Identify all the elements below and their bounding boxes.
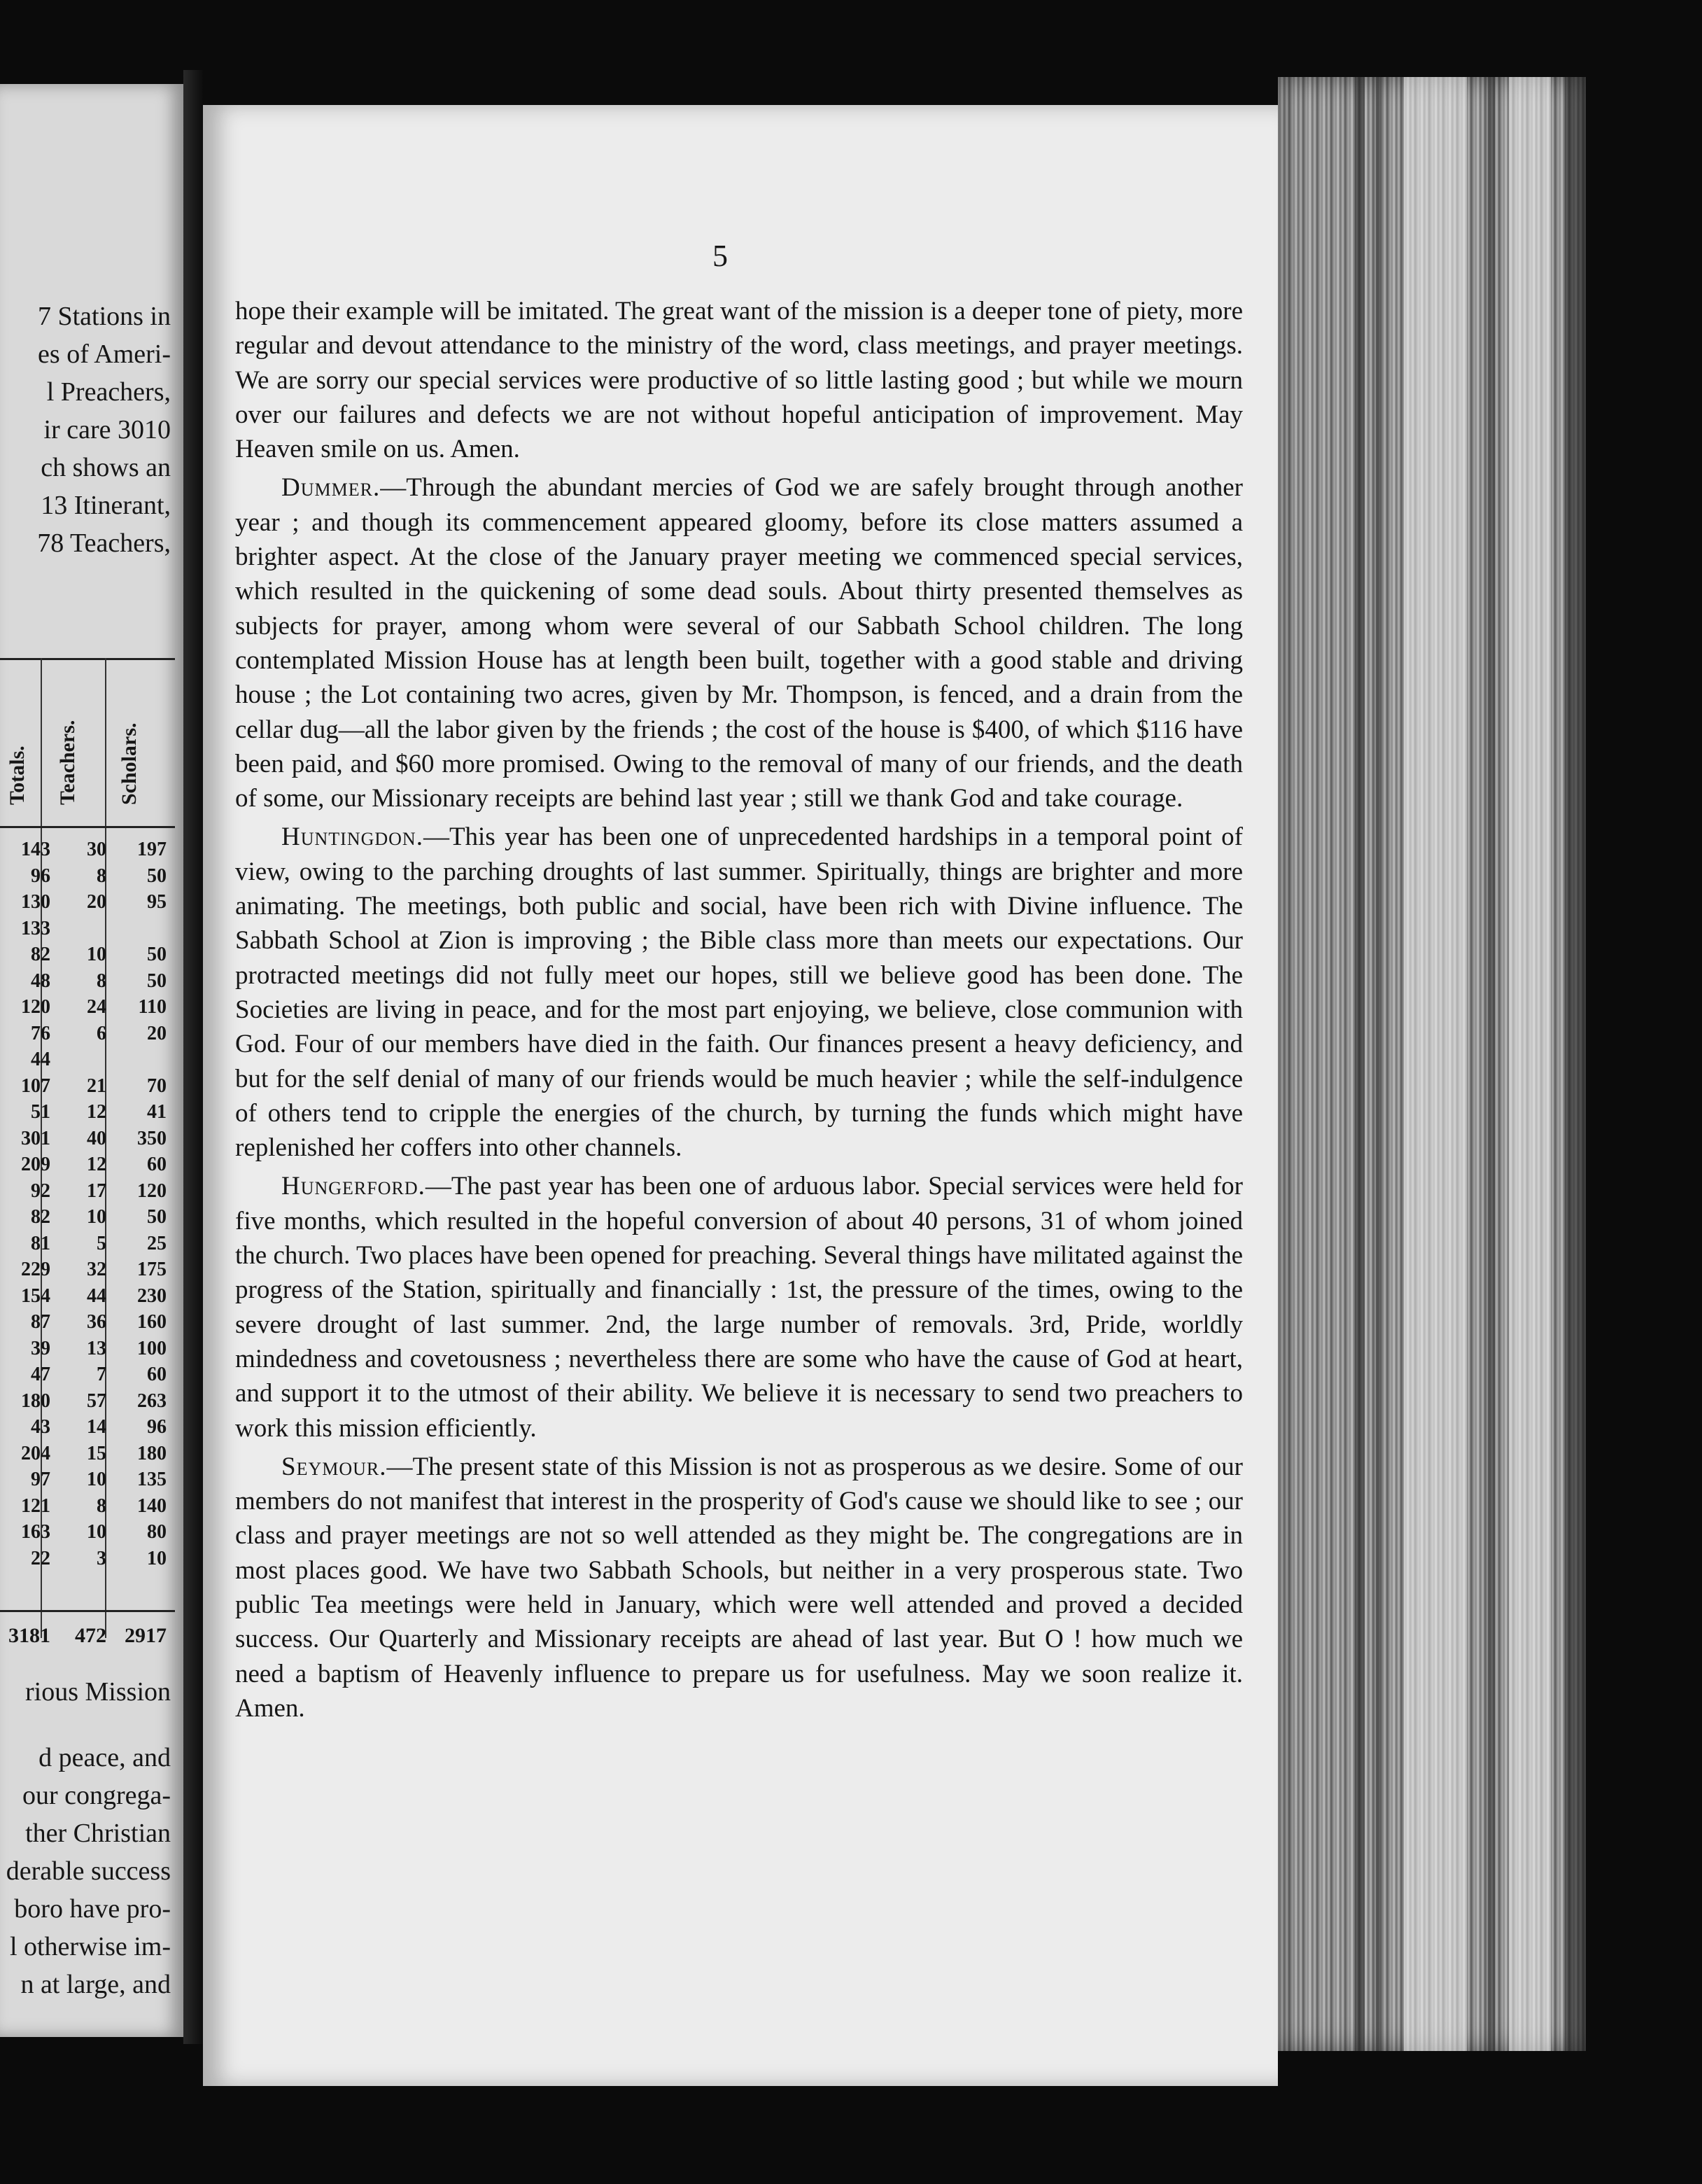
table-row [0,1338,175,1364]
cell-totals: 76 [31,1022,50,1044]
cell-teachers: 32 [87,1259,106,1280]
edge-light-band [1404,77,1467,2051]
cell-teachers: 10 [87,1206,106,1228]
left-page-line: 78 Teachers, [37,528,171,558]
section-heading-huntingdon: Huntingdon. [281,822,423,852]
left-page-line: ir care 3010 [43,415,171,444]
table-row [0,944,175,970]
main-page [203,105,1278,2086]
cell-teachers: 12 [87,1154,106,1175]
cell-teachers: 7 [97,1364,106,1385]
cell-teachers: 6 [97,1022,106,1044]
cell-scholars: 120 [137,1180,167,1202]
cell-scholars: 110 [138,996,167,1018]
cell-totals: 81 [31,1232,50,1254]
left-page-line: our congrega- [22,1781,171,1810]
cell-teachers: 20 [87,891,106,913]
cell-totals: 301 [21,1127,50,1149]
cell-scholars: 20 [147,1022,167,1044]
table-row [0,1443,175,1469]
left-page-line: boro have pro- [14,1894,171,1924]
cell-scholars: 50 [147,969,167,992]
cell-totals: 92 [31,1180,50,1202]
cell-teachers: 10 [87,1521,106,1543]
cell-scholars: 96 [147,1416,167,1438]
cell-teachers: 12 [87,1101,106,1123]
table-total-rule [0,1610,175,1612]
table-row [0,1206,175,1233]
table-body [0,839,175,1574]
left-facing-page [0,84,183,2037]
cell-teachers: 8 [97,1494,106,1517]
paragraph-seymour [235,1450,1243,1726]
cell-totals: 96 [31,864,50,887]
left-page-line: ther Christian [25,1819,171,1848]
cell-scholars: 25 [147,1232,167,1254]
left-page-line: n at large, and [20,1970,171,1999]
cell-totals: 22 [31,1547,50,1569]
left-page-line: l Preachers, [46,377,171,407]
cell-teachers: 5 [97,1232,106,1254]
left-page-line: 7 Stations in [37,302,171,331]
edge-shadow-band [1565,77,1586,2051]
table-row [0,1101,175,1128]
cell-totals: 44 [31,1049,50,1070]
cell-scholars: 180 [137,1442,167,1464]
table-row [0,1416,175,1443]
table-row [0,1364,175,1390]
section-heading-hungerford: Hungerford. [281,1172,426,1201]
cell-teachers: 13 [87,1337,106,1359]
cell-scholars: 350 [137,1127,167,1149]
left-page-top-text [0,298,171,562]
table-row [0,918,175,944]
table-totals-row [0,1624,175,1652]
cell-teachers: 44 [87,1284,106,1307]
cell-scholars: 80 [147,1521,167,1543]
cell-scholars: 175 [137,1259,167,1280]
cell-teachers: 57 [87,1390,106,1412]
table-row [0,1154,175,1180]
book-fore-edge [1278,77,1586,2051]
cell-scholars: 60 [147,1364,167,1385]
cell-teachers: 21 [87,1074,106,1097]
cell-scholars: 160 [137,1311,167,1333]
cell-totals: 107 [21,1074,50,1097]
edge-light-band [1509,77,1551,2051]
cell-totals: 130 [21,891,50,913]
cell-teachers: 10 [87,1469,106,1490]
book-gutter [183,70,203,2044]
cell-totals: 48 [31,969,50,992]
cell-teachers: 14 [87,1416,106,1438]
paragraph-continued: hope their example will be imitated. The great want of the mission is a deeper tone of piety, more regular and devout attendance to the ministry of the word, class meetings, and prayer meetings. We are sorry our special services were productive of so little lasting good ; but while we mourn over our failures and defects we are not without hopeful anticipation of improvement. May Heaven smile on us. Amen. [235,297,1243,464]
table-row [0,1548,175,1574]
cell-scholars: 197 [137,839,167,860]
cell-totals: 204 [21,1442,50,1464]
edge-shadow-band [1376,77,1381,2051]
table-row [0,970,175,997]
cell-teachers: 15 [87,1442,106,1464]
cell-teachers: 8 [97,969,106,992]
table-row [0,1521,175,1548]
cell-teachers: 10 [87,944,106,965]
table-row [0,1311,175,1338]
paragraph-huntingdon-body: —This year has been one of unprecedented hardships in a temporal point of view, owing to the parching droughts of last summer. Spiritually, things are brighter and more animating. The meetings, both public and social, have been rich with Divine influence. The Sabbath School at Zion is improving ; the Bible class more than meets our expectations. Our protracted meetings did not fully meet our hopes, still we believe good has been done. The Societies are living in peace, and for the most part enjoying, we believe, close communion with God. Four of our members have died in the faith. Our finances present a heavy deficiency, and but for the self denial of many of our friends would be much heavier ; while the self-indulgence of others tend to cripple the energies of the church, by turning the funds which might have replenished her coffers into other channels. [235,822,1243,1163]
paragraph-dummer-body: —Through the abundant mercies of God we are safely brought through another year ; and though its commencement appeared gloomy, before its close matters assumed a brighter aspect. At the close of the January prayer meeting we commenced special services, which resulted in the quickening of some dead souls. About thirty presented themselves as subjects for prayer, among whom were several of our Sabbath School children. The long contemplated Mission House has at length been built, together with a good stable and driving house ; the Lot containing two acres, given by Mr. Thompson, is fenced, and a drain from the cellar dug—all the labor given by the friends ; the cost of the house is $400, of which $116 have been paid, and $60 more promised. Owing to the removal of many of our friends, and the death of some, our Missionary receipts are behind last year ; still we thank God and take courage. [235,473,1243,813]
cell-teachers: 36 [87,1311,106,1333]
cell-teachers: 8 [97,864,106,887]
cell-scholars: 95 [147,891,167,913]
cell-teachers: 40 [87,1127,106,1149]
table-row [0,839,175,865]
left-page-line: rious Mission [25,1677,171,1707]
cell-teachers: 17 [87,1180,106,1202]
paragraph-hungerford [235,1169,1243,1445]
cell-scholars: 50 [147,1206,167,1228]
page-body-text [235,294,1243,1726]
table-header-totals: Totals. [6,746,29,805]
total-scholars: 2917 [125,1624,167,1647]
table-row [0,1233,175,1259]
left-page-line: ch shows an [41,453,171,482]
left-page-line: d peace, and [38,1743,171,1772]
cell-totals: 163 [21,1521,50,1543]
cell-totals: 82 [31,1206,50,1228]
cell-totals: 97 [31,1469,50,1490]
table-row [0,1390,175,1417]
table-header-rule [0,826,175,828]
cell-totals: 51 [31,1101,50,1123]
table-row [0,1049,175,1075]
left-page-line: derable success [6,1856,171,1886]
cell-totals: 154 [21,1284,50,1307]
table-row [0,1285,175,1312]
section-heading-dummer: Dummer. [281,473,381,503]
cell-scholars: 70 [147,1074,167,1097]
total-totals: 3181 [8,1624,50,1647]
left-page-line: 13 Itinerant, [41,491,171,520]
section-heading-seymour: Seymour. [281,1452,387,1481]
table-header-scholars: Scholars. [118,722,141,805]
cell-totals: 209 [21,1154,50,1175]
left-page-line: l otherwise im- [9,1932,171,1961]
table-row [0,1180,175,1207]
total-teachers: 472 [75,1624,106,1647]
table-row [0,1075,175,1102]
cell-totals: 121 [21,1494,50,1517]
left-page-line: es of Ameri- [38,340,171,369]
cell-totals: 143 [21,839,50,860]
table-row [0,1259,175,1285]
table-row [0,996,175,1023]
paragraph-seymour-body: —The present state of this Mission is not as prosperous as we desire. Some of our members do not manifest that interest in the prosperity of God's cause we should like to see ; our class and prayer meetings are not so well attended as they might be. The congregations are in most places good. We have two Sabbath Schools, but neither in a very prosperous state. Two public Tea meetings were held in January, which were well attended and proved a decided success. Our Quarterly and Missionary receipts are ahead of last year. But O ! how much we need a baptism of Heavenly influence to prepare us for usefulness. May we soon realize it. Amen. [235,1452,1243,1723]
table-top-rule [0,658,175,660]
cell-scholars: 41 [147,1101,167,1123]
cell-scholars: 263 [137,1390,167,1412]
cell-totals: 180 [21,1390,50,1412]
table-row [0,1023,175,1049]
left-page-bottom-text [0,1673,171,2003]
cell-scholars: 140 [137,1494,167,1517]
cell-teachers: 24 [87,996,106,1018]
table-row [0,1469,175,1495]
table-row [0,865,175,892]
cell-teachers: 3 [97,1547,106,1569]
cell-totals: 120 [21,996,50,1018]
cell-totals: 43 [31,1416,50,1438]
edge-shadow-band [1355,77,1365,2051]
table-row [0,1128,175,1154]
cell-totals: 87 [31,1311,50,1333]
cell-totals: 133 [21,917,50,939]
paragraph-dummer [235,470,1243,816]
cell-teachers: 30 [87,839,106,860]
paragraph-hungerford-body: —The past year has been one of arduous labor. Special services were held for five months, which resulted in the hopeful conversion of about 40 persons, 31 of whom joined the church. Two places have been opened for preaching. Several things have militated against the progress of the Station, spiritually and financially : 1st, the pressure of the times, owing to the severe drought of last summer. 2nd, the large number of removals. 3rd, Pride, worldly mindedness and covetousness ; nevertheless there are some who have the cause of God at heart, and support it to the utmost of their ability. We believe it is necessary to send two preachers to work this mission efficiently. [235,1172,1243,1443]
cell-totals: 229 [21,1259,50,1280]
cell-totals: 39 [31,1337,50,1359]
table-row [0,891,175,918]
edge-shadow-band [1488,77,1495,2051]
cell-scholars: 135 [137,1469,167,1490]
table-header-teachers: Teachers. [56,720,79,805]
page-number: 5 [712,239,728,273]
cell-totals: 82 [31,944,50,965]
cell-totals: 47 [31,1364,50,1385]
cell-scholars: 60 [147,1154,167,1175]
paragraph-huntingdon [235,820,1243,1165]
cell-scholars: 10 [147,1547,167,1569]
table-row [0,1495,175,1522]
cell-scholars: 50 [147,944,167,965]
cell-scholars: 230 [137,1284,167,1307]
cell-scholars: 100 [137,1337,167,1359]
cell-scholars: 50 [147,864,167,887]
